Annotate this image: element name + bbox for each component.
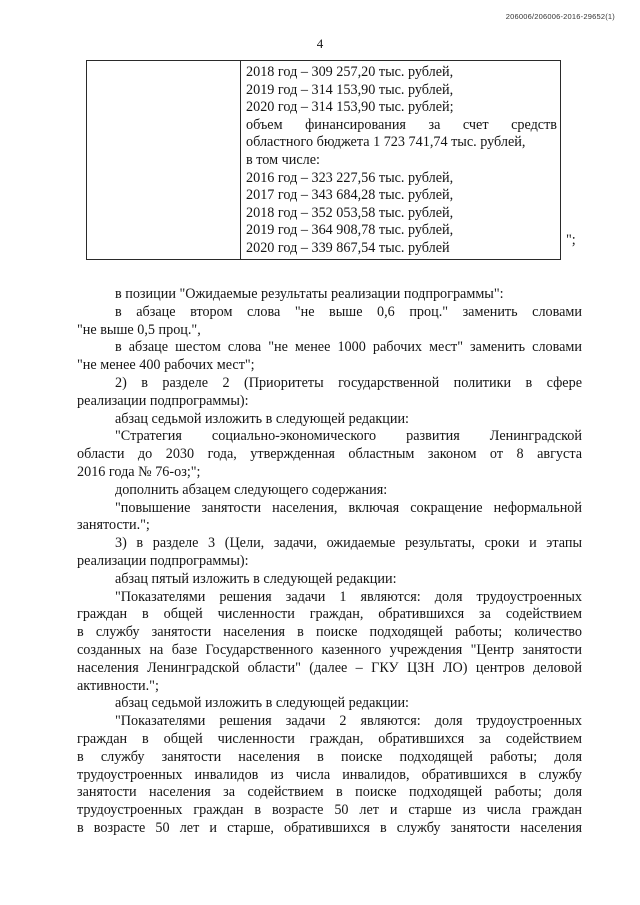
table-line: 2020 год – 339 867,54 тыс. рублей: [246, 239, 450, 256]
table-column-divider: [240, 60, 241, 260]
body-line: занятости населения за содействием в поиске подходящей работы; доля: [77, 784, 582, 801]
body-line: реализации подпрограммы):: [77, 392, 249, 409]
table-line: 2020 год – 314 153,90 тыс. рублей;: [246, 99, 454, 116]
body-line: 2016 года № 76-оз;";: [77, 463, 201, 480]
body-line: реализации подпрограммы):: [77, 552, 249, 569]
table-line: объем финансирования за счет средств: [246, 116, 557, 133]
table-line: 2016 год – 323 227,56 тыс. рублей,: [246, 169, 454, 186]
body-line: 2) в разделе 2 (Приоритеты государственной политики в сфере: [115, 374, 582, 391]
body-line: в позиции "Ожидаемые результаты реализации подпрограммы":: [115, 286, 504, 302]
body-line: "не менее 400 рабочих мест";: [77, 357, 255, 374]
body-line: 3) в разделе 3 (Цели, задачи, ожидаемые результаты, сроки и этапы: [115, 535, 582, 552]
table-right-cell: [246, 64, 557, 258]
document-body: [77, 286, 582, 838]
body-line: населения Ленинградской области" (далее – ГКУ ЦЗН ЛО) центров деловой: [77, 659, 582, 676]
body-line: абзац седьмой изложить в следующей редакции:: [115, 695, 410, 712]
body-line: абзац седьмой изложить в следующей редакции:: [115, 410, 410, 427]
table-line: 2018 год – 309 257,20 тыс. рублей,: [246, 64, 454, 80]
body-line: в службу занятости населения в поиске подходящей работы; доля: [77, 748, 582, 765]
body-line: "повышение занятости населения, включая сокращение неформальной: [115, 499, 582, 516]
table-line: областного бюджета 1 723 741,74 тыс. рублей,: [246, 134, 526, 151]
body-line: в службу занятости населения в поиске подходящей работы; количество: [77, 624, 582, 641]
table-line: 2017 год – 343 684,28 тыс. рублей,: [246, 187, 454, 204]
body-line: "Показателями решения задачи 1 являются: доля трудоустроенных: [115, 588, 582, 605]
table-line: 2019 год – 314 153,90 тыс. рублей,: [246, 81, 454, 98]
body-line: трудоустроенных инвалидов из числа инвалидов, обратившихся в службу: [77, 766, 582, 783]
body-line: граждан в общей численности граждан, обратившихся за содействием: [77, 606, 582, 623]
body-line: области до 2030 года, утвержденная областным законом от 8 августа: [77, 446, 582, 463]
body-line: "Стратегия социально-экономического развития Ленинградской: [115, 428, 582, 445]
body-line: "Показателями решения задачи 2 являются: доля трудоустроенных: [115, 713, 582, 730]
closing-quote: ";: [566, 232, 576, 248]
body-line: активности.";: [77, 677, 159, 694]
body-line: в абзаце втором слова "не выше 0,6 проц." заменить словами: [115, 303, 582, 320]
body-line: занятости.";: [77, 517, 150, 534]
body-line: трудоустроенных граждан в возрасте 50 лет и старше из числа граждан: [77, 802, 582, 819]
body-line: дополнить абзацем следующего содержания:: [115, 481, 388, 498]
body-line: созданных на базе Государственного казенного учреждения "Центр занятости: [77, 641, 582, 658]
body-line: граждан в общей численности граждан, обратившихся за содействием: [77, 730, 582, 747]
table-line: 2019 год – 364 908,78 тыс. рублей,: [246, 222, 454, 239]
page-number: 4: [316, 36, 324, 51]
table-line: 2018 год – 352 053,58 тыс. рублей,: [246, 204, 454, 221]
body-line: в абзаце шестом слова "не менее 1000 рабочих мест" заменить словами: [115, 339, 582, 356]
document-id: 206006/206006-2016-29652(1): [505, 12, 615, 21]
body-line: абзац пятый изложить в следующей редакции:: [115, 570, 397, 587]
body-line: "не выше 0,5 проц.",: [77, 321, 201, 338]
body-line: в возрасте 50 лет и старше, обратившихся в службу занятости населения: [77, 819, 582, 836]
table-line: в том числе:: [246, 151, 320, 168]
